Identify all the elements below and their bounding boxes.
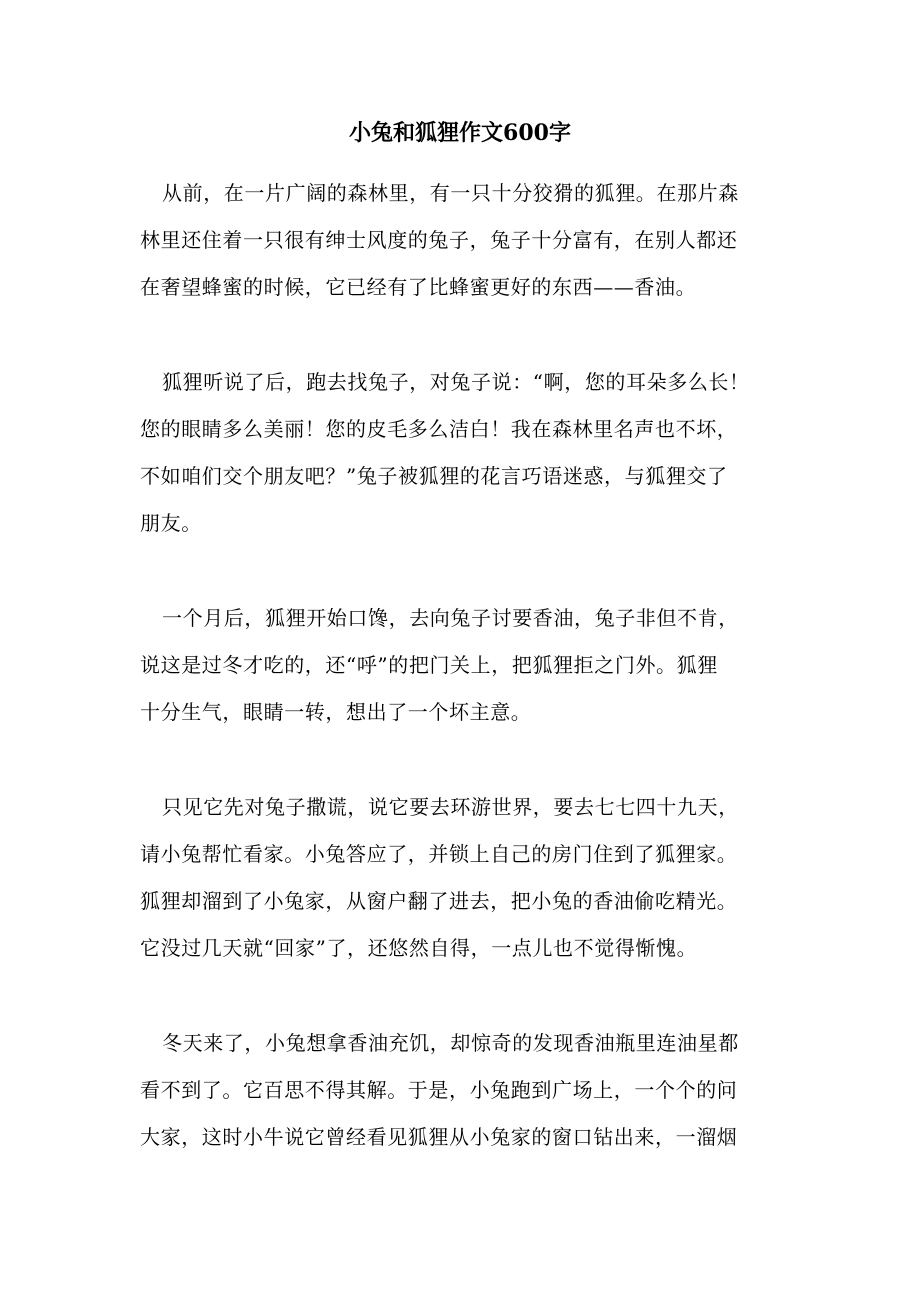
paragraph-line: 十分生气，眼睛一转，想出了一个坏主意。 xyxy=(140,700,532,724)
document-body xyxy=(140,170,780,1209)
paragraph-line: 您的眼睛多么美丽！您的皮毛多么洁白！我在森林里名声也不坏， xyxy=(140,417,738,441)
paragraph-line: 林里还住着一只很有绅士风度的兔子，兔子十分富有，在别人都还 xyxy=(140,228,738,252)
paragraph-3 xyxy=(140,595,780,736)
paragraph-line: 朋友。 xyxy=(140,511,202,535)
paragraph-2 xyxy=(140,359,780,547)
paragraph-line: 请小兔帮忙看家。小兔答应了，并锁上自己的房门住到了狐狸家。 xyxy=(140,842,738,866)
paragraph-line: 只见它先对兔子撒谎，说它要去环游世界，要去七七四十九天， xyxy=(162,795,739,819)
paragraph-line: 它没过几天就“回家”了，还悠然自得，一点儿也不觉得惭愧。 xyxy=(140,936,698,960)
paragraph-4 xyxy=(140,784,780,972)
paragraph-line: 狐狸却溜到了小兔家，从窗户翻了进去，把小兔的香油偷吃精光。 xyxy=(140,889,738,913)
paragraph-1 xyxy=(140,170,780,311)
paragraph-5 xyxy=(140,1020,780,1161)
paragraph-line: 冬天来了，小兔想拿香油充饥，却惊奇的发现香油瓶里连油星都 xyxy=(162,1031,739,1055)
document-title: 小兔和狐狸作文600字 xyxy=(349,120,571,146)
paragraph-line: 在奢望蜂蜜的时候，它已经有了比蜂蜜更好的东西——香油。 xyxy=(140,275,697,299)
paragraph-line: 一个月后，狐狸开始口馋，去向兔子讨要香油，兔子非但不肯， xyxy=(162,606,739,630)
paragraph-line: 看不到了。它百思不得其解。于是，小兔跑到广场上，一个个的问 xyxy=(140,1078,738,1102)
paragraph-line: 从前，在一片广阔的森林里，有一只十分狡猾的狐狸。在那片森 xyxy=(162,181,739,205)
paragraph-line: 狐狸听说了后，跑去找兔子，对兔子说：“啊，您的耳朵多么长！ xyxy=(162,370,750,394)
paragraph-line: 大家，这时小牛说它曾经看见狐狸从小兔家的窗口钻出来，一溜烟 xyxy=(140,1125,738,1149)
paragraph-line: 不如咱们交个朋友吧？”兔子被狐狸的花言巧语迷惑，与狐狸交了 xyxy=(140,464,728,488)
paragraph-line: 说这是过冬才吃的，还“呼”的把门关上，把狐狸拒之门外。狐狸 xyxy=(140,653,718,677)
